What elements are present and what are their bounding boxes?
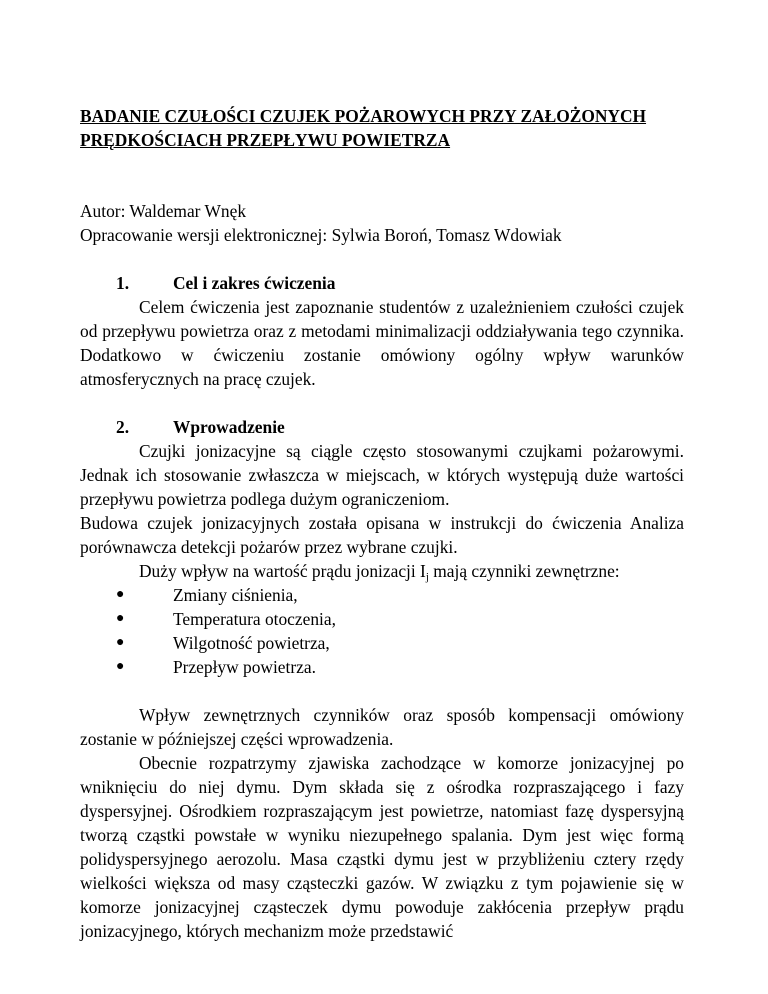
spacer [80,391,684,415]
spacer [80,679,684,703]
bullet-icon: ● [116,635,125,650]
para3-text-after: mają czynniki zewnętrzne: [428,561,620,581]
editors-line: Opracowanie wersji elektronicznej: Sylwia Boroń, Tomasz Wdowiak [80,225,562,245]
section-2-heading [80,415,684,439]
list-item-text: Zmiany ciśnienia, [173,585,298,605]
list-item-text: Przepływ powietrza. [173,657,316,677]
list-item [80,655,684,679]
document-page [80,104,684,943]
spacer [80,247,684,271]
list-item [80,583,684,607]
section-2-paragraph-2: Budowa czujek jonizacyjnych została opisana w instrukcji do ćwiczenia Analiza porównawcza detekcji pożarów przez wybrane czujki. [80,513,684,557]
section-2-paragraph-3 [80,559,684,583]
section-2-title: Wprowadzenie [173,417,285,437]
bullet-icon: ● [116,587,125,602]
document-title-line-2: PRĘDKOŚCIACH PRZEPŁYWU POWIETRZA [80,130,451,150]
section-2-paragraph-4: Wpływ zewnętrznych czynników oraz sposób kompensacji omówiony zostanie w późniejszej części wprowadzenia. [80,705,684,749]
ionization-current-subscript: j [425,571,429,583]
author-line: Autor: Waldemar Wnęk [80,201,247,221]
spacer [80,152,684,199]
bullet-icon: ● [116,611,125,626]
section-2-paragraph-5: Obecnie rozpatrzymy zjawiska zachodzące w komorze jonizacyjnej po wniknięciu do niej dymu. Dym składa się z ośrodka rozpraszającego i fazy dyspersyjnej. Ośrodkiem rozpraszającym jest powietrze, natomiast fazę dyspersyjną tworzą cząstki powstałe w wyniku niezupełnego spalania. Dym jest więc formą polidyspersyjnego aerozolu. Masa cząstki dymu jest w przybliżeniu cztery rzędy wielkości większa od masy cząsteczki gazów. W związku z tym pojawienie się w komorze jonizacyjnej cząsteczek dymu powoduje zakłócenia przepływ prądu jonizacyjnego, których mechanizm może przedstawić [80,753,684,941]
section-2-number: 2. [116,417,130,437]
list-item [80,631,684,655]
list-item [80,607,684,631]
para3-text-before: Duży wpływ na wartość prądu jonizacji I [139,561,426,581]
list-item-text: Temperatura otoczenia, [173,609,336,629]
section-1-heading [80,271,684,295]
external-factors-list [80,583,684,679]
section-1-paragraph: Celem ćwiczenia jest zapoznanie studentów z uzależnieniem czułości czujek od przepływu powietrza oraz z metodami minimalizacji oddziaływania tego czynnika. Dodatkowo w ćwiczeniu zostanie omówiony ogólny wpływ warunków atmosferycznych na pracę czujek. [80,297,684,389]
section-2-paragraph-1: Czujki jonizacyjne są ciągle często stosowanymi czujkami pożarowymi. Jednak ich stosowanie zwłaszcza w miejscach, w których występują duże wartości przepływu powietrza podlega dużym ograniczeniom. [80,441,684,509]
bullet-icon: ● [116,659,125,674]
section-1-number: 1. [116,273,130,293]
section-1-title: Cel i zakres ćwiczenia [173,273,336,293]
document-title-line-1: BADANIE CZUŁOŚCI CZUJEK POŻAROWYCH PRZY ZAŁOŻONYCH [80,106,647,126]
list-item-text: Wilgotność powietrza, [173,633,330,653]
